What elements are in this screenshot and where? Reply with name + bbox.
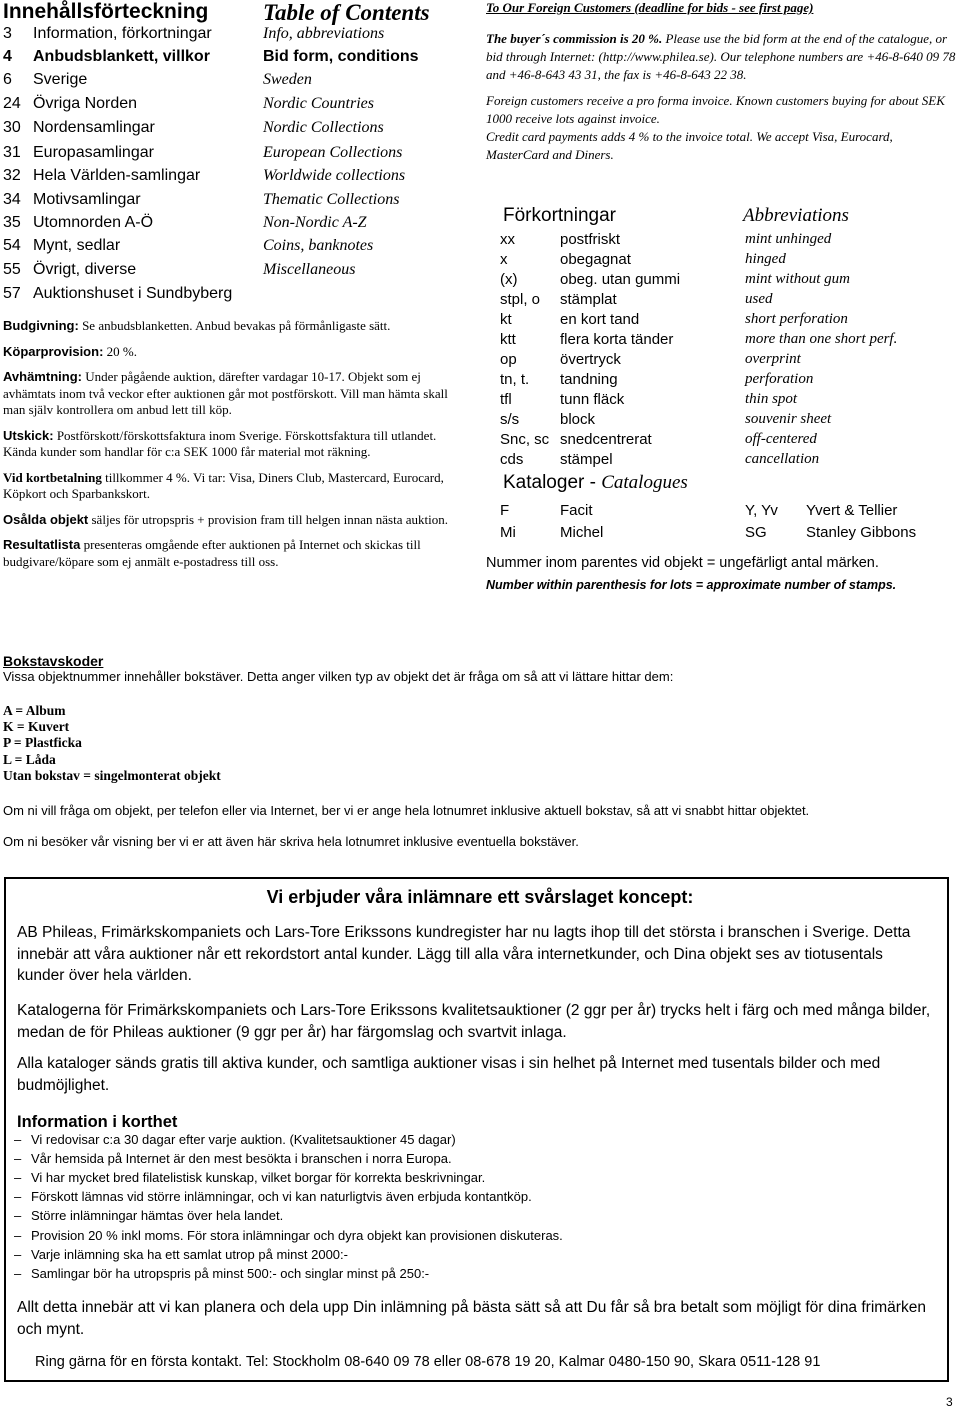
letter-code-item: A = Album bbox=[3, 703, 66, 718]
abbreviation-en: perforation bbox=[745, 371, 814, 387]
toc-title-en: Table of Contents bbox=[263, 0, 430, 25]
letter-codes-intro: Vissa objektnummer innehåller bokstäver. Detta anger vilken typ av objekt det är fråga om så att vi lättare hittar dem: bbox=[3, 669, 674, 684]
info-list-item bbox=[14, 1151, 452, 1166]
toc-entry-en: Nordic Collections bbox=[263, 119, 384, 136]
contact-line: Ring gärna för en första kontakt. Tel: Stockholm 08-640 09 78 eller 08-678 19 20, Kalmar 0480-150 90, Skara 0511-128 91 bbox=[35, 1354, 821, 1370]
catalogue-name: Yvert & Tellier bbox=[806, 502, 898, 519]
abbreviation-en: mint without gum bbox=[745, 271, 851, 287]
toc-page-number: 4 bbox=[3, 48, 12, 65]
abbreviation-code: ktt bbox=[500, 331, 516, 348]
toc-entry-en: Coins, banknotes bbox=[263, 237, 374, 254]
abbreviation-code: stpl, o bbox=[500, 291, 541, 308]
toc-entry-en: Non-Nordic A-Z bbox=[263, 214, 367, 231]
osalda-label: Osålda objekt bbox=[3, 511, 89, 527]
catalogues-heading-en: Catalogues bbox=[601, 472, 688, 493]
toc-entry-en: Bid form, conditions bbox=[263, 48, 419, 65]
info-list-item bbox=[14, 1266, 429, 1281]
toc-entry-en: Info, abbreviations bbox=[263, 25, 385, 42]
abbreviations-heading-sv: Förkortningar bbox=[503, 205, 616, 226]
info-heading: Information i korthet bbox=[17, 1113, 178, 1131]
catalogue-code: F bbox=[500, 502, 510, 519]
dash-bullet-icon: – bbox=[14, 1227, 22, 1243]
abbreviation-code: s/s bbox=[500, 411, 520, 428]
abbreviation-sv: stämpel bbox=[560, 451, 613, 468]
toc-page-number: 6 bbox=[3, 71, 12, 88]
toc-entry-en: Thematic Collections bbox=[263, 191, 400, 208]
abbreviation-sv: övertryck bbox=[560, 351, 621, 368]
abbreviation-sv: en kort tand bbox=[560, 311, 640, 328]
letter-code-item: K = Kuvert bbox=[3, 719, 70, 735]
abbreviation-sv: postfriskt bbox=[560, 231, 621, 248]
abbreviation-en: more than one short perf. bbox=[745, 331, 898, 347]
concept-title: Vi erbjuder våra inlämnare ett svårslaget koncept: bbox=[266, 887, 694, 907]
abbreviation-en: off-centered bbox=[745, 431, 817, 447]
abbreviation-code: op bbox=[500, 351, 517, 368]
abbreviation-sv: tandning bbox=[560, 371, 618, 388]
foreign-commission-paragraph bbox=[486, 30, 956, 84]
foreign-commission-text: Please use the bid form at the end of the catalogue, or bid through Internet: (http://www.philea.se). Our telephone numbers are +46-8-640 09 78 and +46-8-643 43 31, the fax is +46-8-643 22 38. bbox=[486, 31, 956, 82]
info-list-text: Vi har mycket bred filatelistisk kunskap, vilket borgar för korrekta beskrivningar. bbox=[31, 1170, 486, 1186]
abbreviation-code: cds bbox=[500, 451, 524, 468]
toc-entry-sv: Motivsamlingar bbox=[33, 191, 141, 208]
info-list-text: Större inlämningar hämtas över hela landet. bbox=[31, 1208, 284, 1224]
avhamtning-paragraph bbox=[3, 369, 473, 419]
toc-entry-sv: Information, förkortningar bbox=[33, 25, 212, 42]
catalogue-name: Stanley Gibbons bbox=[806, 524, 917, 541]
toc-entry-en: European Collections bbox=[263, 144, 403, 161]
catalogue-code: Y, Yv bbox=[745, 502, 778, 519]
resultatlista-label: Resultatlista bbox=[3, 537, 81, 552]
info-list-item bbox=[14, 1170, 485, 1185]
toc-page-number: 3 bbox=[3, 25, 12, 42]
letter-code-item: L = Låda bbox=[3, 751, 56, 767]
abbreviation-code: kt bbox=[500, 311, 512, 328]
letter-codes-paragraph-1: Om ni vill fråga om objekt, per telefon eller via Internet, ber vi er ange hela lotnumret inklusive aktuell bokstav, så att vi snabbt hittar objektet. bbox=[3, 803, 810, 818]
info-list-text: Samlingar bör ha utropspris på minst 500:- och singlar minst på 250:- bbox=[31, 1265, 430, 1281]
utskick-label: Utskick: bbox=[3, 427, 54, 443]
info-list-item bbox=[14, 1247, 348, 1262]
abbreviation-code: tn, t. bbox=[500, 371, 530, 388]
koparprovision-paragraph bbox=[3, 344, 473, 361]
foreign-customers-info bbox=[486, 30, 956, 164]
letter-code-item: P = Plastficka bbox=[3, 735, 82, 751]
resultatlista-paragraph bbox=[3, 537, 473, 570]
info-list-text: Förskott lämnas vid större inlämningar, och vi kan naturligtvis även erbjuda kontantköp. bbox=[31, 1189, 532, 1205]
parenthesis-note-en: Number within parenthesis for lots = approximate number of stamps. bbox=[486, 578, 897, 592]
dash-bullet-icon: – bbox=[14, 1151, 22, 1167]
abbreviation-code: (x) bbox=[500, 271, 518, 288]
abbreviation-sv: flera korta tänder bbox=[560, 331, 674, 348]
catalogues-heading bbox=[503, 472, 688, 494]
abbreviation-code: Snc, sc bbox=[500, 431, 550, 448]
toc-title-sv: Innehållsförteckning bbox=[3, 0, 209, 23]
toc-entry-sv: Övrigt, diverse bbox=[33, 261, 137, 278]
abbreviation-en: short perforation bbox=[745, 311, 848, 327]
catalogue-name: Facit bbox=[560, 502, 593, 519]
toc-page-number: 35 bbox=[3, 214, 21, 231]
budgivning-label: Budgivning: bbox=[3, 318, 79, 333]
abbreviation-code: x bbox=[500, 251, 508, 268]
avhamtning-label: Avhämtning: bbox=[3, 369, 82, 384]
abbreviation-sv: block bbox=[560, 411, 596, 428]
dash-bullet-icon: – bbox=[14, 1208, 22, 1224]
abbreviation-en: thin spot bbox=[745, 391, 798, 407]
budgivning-text: Se anbudsblanketten. Anbud bevakas på förmånligaste sätt. bbox=[78, 318, 391, 333]
dash-bullet-icon: – bbox=[14, 1170, 22, 1186]
abbreviation-en: used bbox=[745, 291, 773, 307]
info-list-text: Varje inlämning ska ha ett samlat utrop på minst 2000:- bbox=[31, 1246, 348, 1262]
utskick-paragraph bbox=[3, 428, 473, 461]
toc-entry-en: Sweden bbox=[263, 71, 312, 88]
catalogues-heading-sv: Kataloger - bbox=[503, 472, 602, 493]
toc-entry-sv: Mynt, sedlar bbox=[33, 237, 121, 254]
budgivning-paragraph bbox=[3, 318, 473, 335]
page-number: 3 bbox=[946, 1395, 953, 1409]
concept-paragraph-2: Katalogerna för Frimärkskompaniets och Lars-Tore Erikssons kvalitetsauktioner (2 ggr per år) trycks helt i färg och med många bilder, medan de för Phileas auktioner (9 ggr per år) har färgomslag och svartvit inlaga. bbox=[17, 1002, 931, 1041]
letter-codes-heading: Bokstavskoder bbox=[3, 653, 104, 669]
kortbetalning-paragraph bbox=[3, 470, 473, 503]
abbreviation-en: cancellation bbox=[745, 451, 820, 467]
info-list-text: Vi redovisar c:a 30 dagar efter varje auktion. (Kvalitetsauktioner 45 dagar) bbox=[31, 1132, 456, 1147]
foreign-credit-card-text: Credit card payments adds 4 % to the invoice total. We accept Visa, Eurocard, MasterCard and Diners. bbox=[486, 129, 893, 162]
koparprovision-text: 20 %. bbox=[103, 343, 137, 359]
utskick-text: Postförskott/förskottsfaktura inom Sverige. Förskottsfaktura till utlandet. Kända kunder som handlar för c:a SEK 1000 får material mot räkning. bbox=[3, 427, 437, 459]
auction-conditions bbox=[3, 318, 473, 579]
info-list-item bbox=[14, 1208, 283, 1223]
foreign-invoice-paragraph bbox=[486, 92, 956, 164]
toc-entry-sv: Europasamlingar bbox=[33, 144, 154, 161]
dash-bullet-icon: – bbox=[14, 1265, 22, 1281]
abbreviation-sv: obegagnat bbox=[560, 251, 631, 268]
osalda-text: säljes för utropspris + provision fram till helgen innan nästa auktion. bbox=[88, 511, 448, 527]
catalogue-code: SG bbox=[745, 524, 767, 541]
toc-entry-sv: Hela Världen-samlingar bbox=[33, 167, 201, 184]
info-list-item bbox=[14, 1189, 532, 1204]
osalda-paragraph bbox=[3, 512, 473, 529]
abbreviation-code: xx bbox=[500, 231, 515, 248]
abbreviation-sv: snedcentrerat bbox=[560, 431, 652, 448]
toc-entry-sv: Auktionshuset i Sundbyberg bbox=[33, 285, 233, 302]
abbreviation-sv: tunn fläck bbox=[560, 391, 625, 408]
kortbetalning-text: tillkommer 4 %. Vi tar: Visa, Diners Club, Mastercard, Eurocard, Köpkort och Sparbankskort. bbox=[3, 469, 444, 501]
toc-entry-en: Miscellaneous bbox=[263, 261, 356, 278]
abbreviation-en: souvenir sheet bbox=[745, 411, 832, 427]
abbreviations-heading-en: Abbreviations bbox=[743, 205, 849, 226]
info-list-item bbox=[14, 1228, 563, 1243]
abbreviation-sv: obeg. utan gummi bbox=[560, 271, 681, 288]
letter-codes-paragraph-2: Om ni besöker vår visning ber vi er att även här skriva hela lotnumret inklusive eventuella bokstäver. bbox=[3, 834, 579, 849]
foreign-customers-heading: To Our Foreign Customers (deadline for bids - see first page) bbox=[486, 0, 814, 15]
toc-page-number: 34 bbox=[3, 191, 21, 208]
foreign-invoice-text: Foreign customers receive a pro forma invoice. Known customers buying for about SEK 1000 receive lots against invoice. bbox=[486, 93, 945, 126]
foreign-commission-bold: The buyer´s commission is 20 %. bbox=[486, 31, 663, 46]
toc-page-number: 30 bbox=[3, 119, 21, 136]
kortbetalning-label: Vid kortbetalning bbox=[3, 469, 102, 485]
info-list-text: Provision 20 % inkl moms. För stora inlämningar och dyra objekt kan provisionen diskuteras. bbox=[31, 1227, 563, 1243]
dash-bullet-icon: – bbox=[14, 1132, 22, 1147]
parenthesis-note-sv: Nummer inom parentes vid objekt = ungefärligt antal märken. bbox=[486, 555, 879, 571]
abbreviation-en: hinged bbox=[745, 251, 786, 267]
abbreviation-code: tfl bbox=[500, 391, 512, 408]
catalogue-code: Mi bbox=[500, 524, 516, 541]
toc-page-number: 31 bbox=[3, 144, 21, 161]
toc-entry-sv: Utomnorden A-Ö bbox=[33, 214, 154, 231]
toc-page-number: 24 bbox=[3, 95, 21, 112]
toc-page-number: 57 bbox=[3, 285, 21, 302]
toc-entry-en: Nordic Countries bbox=[263, 95, 374, 112]
toc-entry-sv: Anbudsblankett, villkor bbox=[33, 48, 210, 65]
resultatlista-text: presenteras omgående efter auktionen på Internet och skickas till budgivare/köpare som ej anmält e-postadress till oss. bbox=[3, 537, 421, 569]
catalogue-name: Michel bbox=[560, 524, 604, 541]
dash-bullet-icon: – bbox=[14, 1189, 22, 1205]
letter-code-item: Utan bokstav = singelmonterat objekt bbox=[3, 767, 221, 783]
abbreviation-en: overprint bbox=[745, 351, 801, 367]
dash-bullet-icon: – bbox=[14, 1246, 22, 1262]
toc-page-number: 54 bbox=[3, 237, 21, 254]
toc-page-number: 55 bbox=[3, 261, 21, 278]
abbreviation-en: mint unhinged bbox=[745, 231, 832, 247]
toc-entry-sv: Sverige bbox=[33, 71, 88, 88]
info-list-item bbox=[14, 1132, 456, 1147]
toc-page-number: 32 bbox=[3, 167, 21, 184]
toc-entry-sv: Övriga Norden bbox=[33, 95, 138, 112]
toc-entry-sv: Nordensamlingar bbox=[33, 119, 155, 136]
abbreviation-sv: stämplat bbox=[560, 291, 617, 308]
concept-paragraph-1: AB Phileas, Frimärkskompaniets och Lars-Tore Erikssons kundregister har nu lagts ihop till det största i branschen i Sverige. Detta innebär att våra auktioner når ett rekordstort antal kunder. Lägg till alla våra internetkunder, och Dina objekt ses av tiotusentals kunder över hela världen. bbox=[17, 924, 911, 984]
concept-paragraph-3: Alla kataloger sänds gratis till aktiva kunder, och samtliga auktioner visas i sin helhet på Internet med tusentals bilder och med budmöjlighet. bbox=[17, 1055, 881, 1094]
avhamtning-text: Under pågående auktion, därefter vardagar 10-17. Objekt som ej avhämtats inom två veckor efter auktionen går mot postförskott. Vill man hämta skall man själv kontrollera om anbud lett till köp. bbox=[3, 369, 448, 417]
toc-entry-en: Worldwide collections bbox=[263, 167, 406, 184]
info-list-text: Vår hemsida på Internet är den mest besökta i branschen i norra Europa. bbox=[31, 1151, 452, 1167]
koparprovision-label: Köparprovision: bbox=[3, 343, 104, 359]
concept-closing: Allt detta innebär att vi kan planera och dela upp Din inlämning på bästa sätt så att Du får så bra betalt som möjligt för dina frimärken och mynt. bbox=[17, 1299, 926, 1338]
